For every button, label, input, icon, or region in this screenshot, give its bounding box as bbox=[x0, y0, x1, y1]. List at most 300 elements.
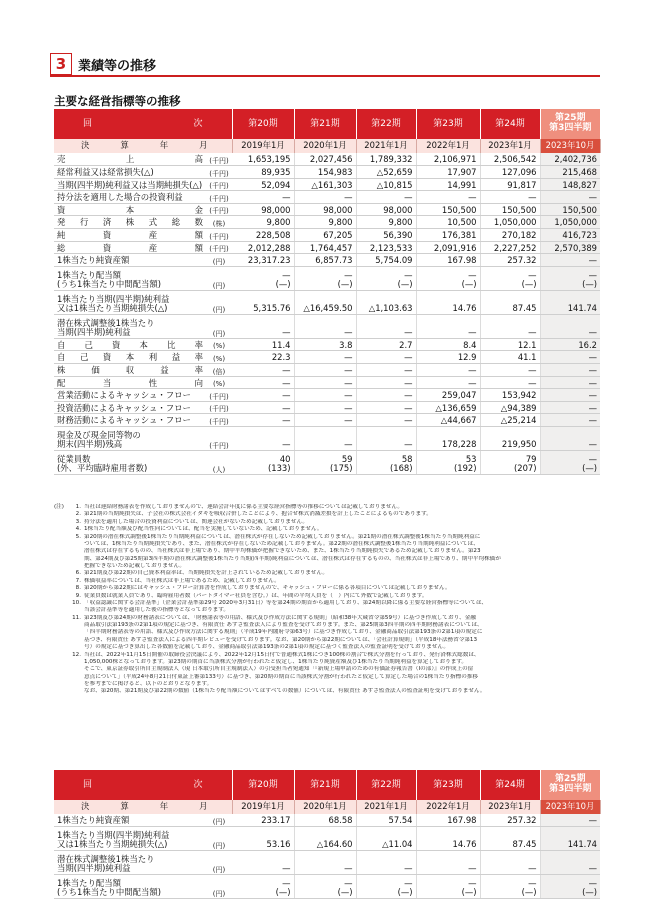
value-cell: 16.2 bbox=[540, 338, 600, 351]
table-row bbox=[54, 153, 600, 166]
row-label bbox=[54, 290, 206, 314]
note-number: 4. bbox=[75, 526, 81, 533]
value-cell: 1,050,000 bbox=[540, 216, 600, 229]
value-cell: 57.54 bbox=[356, 814, 416, 827]
note-text: 第20期の潜在株式調整後1株当たり当期純利益については、潜在株式が存在しないため記載しておりません。第21期の潜在株式調整後1株当たり当期純利益に bbox=[84, 533, 481, 540]
note-text: 当社は連結財務諸表を作成しておりませんので、連結会計年度に係る主要な経営指標等の推移については記載しておりません。 bbox=[84, 504, 403, 510]
table-row bbox=[54, 427, 600, 451]
value-line: — bbox=[404, 877, 413, 888]
value-line: (—) bbox=[397, 887, 413, 898]
note-text-cont: 意点について」（平成24年8月21日付東証上審第133号）に基づき、第20期の期首に当該株式分割が行われたと仮定して算定した場合の1株当たり指標の推移 bbox=[84, 673, 479, 680]
row-label bbox=[54, 451, 206, 475]
note-number: 12. bbox=[72, 651, 81, 658]
note-item bbox=[54, 600, 600, 607]
value-cell: 127,096 bbox=[480, 166, 540, 179]
note-text-cont: ついては、1株当たり当期純損失であり、また、潜在株式が存在しないため記載しておりません。第22期の潜在株式調整後1株当たり当期純利益については、 bbox=[84, 540, 479, 547]
note-number: 7. bbox=[75, 577, 81, 584]
row-label-line: 又は1株当たり当期純損失(△) bbox=[57, 303, 168, 314]
value-cell: 9,800 bbox=[294, 216, 356, 229]
row-label-char: 資 bbox=[102, 352, 112, 363]
fiscal-year-cell: 2022年1月 bbox=[416, 800, 480, 814]
value-cell: 11.4 bbox=[232, 338, 294, 351]
row-label-spread bbox=[57, 206, 203, 216]
row-label-spread bbox=[57, 231, 203, 241]
value-line: (—) bbox=[582, 463, 597, 474]
value-cell: △10,815 bbox=[356, 178, 416, 191]
table-row bbox=[54, 451, 600, 475]
table-row bbox=[54, 401, 600, 414]
value-cell bbox=[294, 875, 356, 899]
row-label-char: 式 bbox=[148, 217, 158, 228]
value-cell: 2,091,916 bbox=[416, 241, 480, 254]
period-header: 第20期 bbox=[232, 770, 294, 800]
value-cell: — bbox=[232, 376, 294, 389]
value-cell: 416,723 bbox=[540, 229, 600, 242]
row-label-char: 本 bbox=[139, 339, 148, 350]
value-cell: — bbox=[232, 851, 294, 875]
note-text-cont: 基づき、有限責任 あずさ監査法人による四半期レビューを受けております。なお、第20期から第22期については、「会社計算規則」（平成18年法務省令第13 bbox=[84, 636, 478, 643]
fiscal-year-cell: 2023年10月 bbox=[540, 139, 600, 153]
period-header-line: 第3四半期 bbox=[549, 784, 592, 794]
note-prefix bbox=[54, 526, 72, 533]
value-line: — bbox=[282, 269, 291, 280]
value-cell: — bbox=[540, 414, 600, 427]
row-label-line: (うち1株当たり中間配当額) bbox=[57, 279, 161, 290]
value-cell: — bbox=[232, 314, 294, 338]
value-line: (207) bbox=[513, 463, 537, 474]
fiscal-year-label-text bbox=[57, 802, 229, 812]
value-cell: — bbox=[294, 427, 356, 451]
row-label bbox=[54, 351, 206, 364]
value-line: 53 bbox=[465, 453, 477, 464]
table-row bbox=[54, 178, 600, 191]
value-cell: 12.9 bbox=[416, 351, 480, 364]
value-line: (—) bbox=[337, 279, 353, 290]
row-label bbox=[54, 241, 206, 254]
row-unit: (千円) bbox=[206, 401, 232, 414]
fiscal-year-char: 決 bbox=[81, 801, 97, 812]
row-label-char: 資 bbox=[102, 230, 112, 240]
row-label-char: 利 bbox=[148, 352, 158, 363]
row-unit: (円) bbox=[206, 314, 232, 338]
table-row bbox=[54, 266, 600, 290]
note-text: 当社は、2022年11月15日開催の取締役会決議により、2022年12月15日付で普通株式1株につき100株の割合で株式分割を行っており、発行済株式総数は、 bbox=[84, 651, 480, 658]
value-cell: — bbox=[232, 389, 294, 402]
note-prefix bbox=[54, 578, 72, 585]
value-cell: — bbox=[540, 401, 600, 414]
row-label-char: 率 bbox=[194, 364, 203, 375]
value-cell: — bbox=[294, 351, 356, 364]
value-line: 40 bbox=[279, 453, 291, 464]
value-cell bbox=[294, 451, 356, 475]
note-text-cont: を参考までに掲げると、以下のとおりとなります。 bbox=[84, 681, 213, 687]
row-unit: (%) bbox=[206, 338, 232, 351]
value-cell: △44,667 bbox=[416, 414, 480, 427]
fiscal-year-cell: 2023年1月 bbox=[480, 139, 540, 153]
value-line: — bbox=[588, 269, 597, 280]
row-label: 営業活動によるキャッシュ・フロー bbox=[54, 389, 206, 402]
value-cell: — bbox=[540, 427, 600, 451]
note-item bbox=[54, 593, 600, 600]
table-row bbox=[54, 414, 600, 427]
value-line: — bbox=[588, 877, 597, 888]
row-unit: (%) bbox=[206, 376, 232, 389]
note-number: 9. bbox=[75, 592, 81, 599]
value-cell: △11.04 bbox=[356, 827, 416, 851]
note-prefix bbox=[54, 593, 72, 600]
value-cell: 150,500 bbox=[540, 203, 600, 216]
row-label-spread bbox=[57, 155, 203, 165]
value-line: 58 bbox=[401, 453, 413, 464]
value-cell: 2,570,389 bbox=[540, 241, 600, 254]
value-cell: 87.45 bbox=[480, 290, 540, 314]
period-header: 第22期 bbox=[356, 770, 416, 800]
row-label-char: 向 bbox=[194, 377, 203, 388]
row-label bbox=[54, 153, 206, 166]
note-item bbox=[54, 534, 600, 541]
note-text: 第21期及び第22期の自己資本利益率は、当期純損失を計上されているため記載しておりません。 bbox=[84, 570, 328, 577]
value-cell: 150,500 bbox=[480, 203, 540, 216]
note-prefix bbox=[54, 519, 72, 526]
value-cell: △94,389 bbox=[480, 401, 540, 414]
table-row bbox=[54, 814, 600, 827]
fiscal-year-cell: 2022年1月 bbox=[416, 139, 480, 153]
value-line: (168) bbox=[389, 463, 413, 474]
value-cell: 215,468 bbox=[540, 166, 600, 179]
note-number: 11. bbox=[72, 614, 81, 621]
row-label-char: 額 bbox=[194, 230, 203, 240]
fiscal-year-cell: 2023年10月 bbox=[540, 800, 600, 814]
value-cell: — bbox=[356, 389, 416, 402]
value-cell: — bbox=[294, 401, 356, 414]
value-cell bbox=[480, 266, 540, 290]
fiscal-year-cell: 2023年1月 bbox=[480, 800, 540, 814]
row-label-char: 自 bbox=[57, 352, 66, 363]
value-cell: 41.1 bbox=[480, 351, 540, 364]
note-prefix bbox=[54, 615, 72, 622]
value-cell: — bbox=[480, 191, 540, 204]
row-label-char: 金 bbox=[194, 204, 203, 215]
fiscal-year-cell: 2021年1月 bbox=[356, 800, 416, 814]
value-cell: 2,123,533 bbox=[356, 241, 416, 254]
fiscal-year-char: 決 bbox=[81, 140, 97, 151]
value-cell: 2,027,456 bbox=[294, 153, 356, 166]
row-label-char: 資 bbox=[102, 242, 112, 253]
row-label: 1株当たり純資産額 bbox=[54, 254, 206, 267]
value-line: (175) bbox=[329, 463, 353, 474]
note-text: 第21期の当期純損失は、子会社の株式会社イダキを吸収合併したことにより、抱合せ株式消滅差損を計上したことによるものであります。 bbox=[84, 511, 432, 518]
period-header-line: 第25期 bbox=[554, 113, 586, 124]
value-cell: △16,459.50 bbox=[294, 290, 356, 314]
fiscal-year-cell: 2020年1月 bbox=[294, 139, 356, 153]
footnotes bbox=[54, 504, 600, 696]
value-cell: 176,381 bbox=[416, 229, 480, 242]
row-label bbox=[54, 314, 206, 338]
row-label-char: 収 bbox=[125, 364, 135, 375]
note-number: 5. bbox=[75, 533, 81, 540]
value-cell: 2.7 bbox=[356, 338, 416, 351]
period-header: 第24期 bbox=[480, 109, 540, 139]
table-row bbox=[54, 191, 600, 204]
value-cell bbox=[416, 875, 480, 899]
note-item bbox=[54, 519, 600, 526]
value-cell: 17,907 bbox=[416, 166, 480, 179]
value-cell: — bbox=[232, 191, 294, 204]
value-cell: — bbox=[540, 254, 600, 267]
row-label: 当期(四半期)純利益又は当期純損失(△) bbox=[54, 178, 206, 191]
row-label-char: 己 bbox=[79, 352, 89, 363]
value-cell: 2,227,252 bbox=[480, 241, 540, 254]
value-cell bbox=[480, 451, 540, 475]
value-cell: — bbox=[480, 376, 540, 389]
row-label-char: 益 bbox=[171, 352, 181, 363]
row-unit: (千円) bbox=[206, 191, 232, 204]
value-cell: — bbox=[416, 376, 480, 389]
value-cell bbox=[356, 451, 416, 475]
table-row bbox=[54, 203, 600, 216]
value-line: (—) bbox=[461, 887, 477, 898]
value-cell: 6,857.73 bbox=[294, 254, 356, 267]
note-text: 第20期から第22期にはキャッシュ・フロー計算書を作成しておりませんので、キャッシュ・フローに係る各項目については記載しておりません。 bbox=[84, 585, 451, 592]
section-title: 業績等の推移 bbox=[78, 58, 157, 74]
table-row bbox=[54, 827, 600, 851]
row-label bbox=[54, 376, 206, 389]
row-label-line: 当期(四半期)純利益 bbox=[57, 863, 131, 874]
row-label: 1株当たり純資産額 bbox=[54, 814, 206, 827]
value-line: — bbox=[588, 453, 597, 464]
row-label-line: 当期(四半期)純利益 bbox=[57, 327, 131, 338]
note-text-cont: 潜在株式は存在するものの、当社株式は非上場であり、期中平均株価が把握できないため、また、1株当たり当期純損失であるため記載しておりません。第23 bbox=[84, 548, 481, 555]
value-cell: 2,402,736 bbox=[540, 153, 600, 166]
row-unit: (千円) bbox=[206, 389, 232, 402]
value-cell: △25,214 bbox=[480, 414, 540, 427]
value-line: — bbox=[468, 269, 477, 280]
value-cell: △136,659 bbox=[416, 401, 480, 414]
row-unit: (千円) bbox=[206, 427, 232, 451]
table-row bbox=[54, 229, 600, 242]
note-item bbox=[54, 578, 600, 585]
value-cell: — bbox=[540, 364, 600, 377]
row-label-spread bbox=[57, 353, 203, 363]
financial-indicators-table bbox=[54, 109, 601, 475]
table-row bbox=[54, 338, 600, 351]
row-label-line: 現金及び現金同等物の bbox=[57, 429, 141, 440]
row-label: 経常利益又は経常損失(△) bbox=[54, 166, 206, 179]
value-cell: 228,508 bbox=[232, 229, 294, 242]
row-label-spread bbox=[57, 244, 203, 254]
note-item bbox=[54, 570, 600, 577]
table-row bbox=[54, 875, 600, 899]
row-label-line: (うち1株当たり中間配当額) bbox=[57, 887, 161, 898]
fiscal-year-cell: 2019年1月 bbox=[232, 800, 294, 814]
row-unit: (千円) bbox=[206, 241, 232, 254]
table-row bbox=[54, 351, 600, 364]
note-text-cont: 「四半期財務諸表等の用語、様式及び作成方法に関する規則」（平成19年内閣府令第63号）に基づき作成しており、金融商品取引法第193条の2第1項の規定に bbox=[84, 629, 483, 636]
period-header: 第21期 bbox=[294, 770, 356, 800]
period-header: 第24期 bbox=[480, 770, 540, 800]
fiscal-year-char: 月 bbox=[199, 801, 215, 812]
value-cell bbox=[356, 875, 416, 899]
section-header bbox=[50, 53, 600, 77]
row-unit: (千円) bbox=[206, 414, 232, 427]
row-label-char: 上 bbox=[125, 154, 135, 165]
row-label bbox=[54, 851, 206, 875]
row-label-char: 率 bbox=[194, 339, 203, 350]
row-label-line: 潜在株式調整後1株当たり bbox=[57, 853, 155, 864]
note-item bbox=[54, 504, 600, 511]
note-number: 8. bbox=[75, 585, 81, 592]
value-cell: — bbox=[232, 364, 294, 377]
value-cell: 9,800 bbox=[356, 216, 416, 229]
table-row bbox=[54, 216, 600, 229]
note-number: 1. bbox=[75, 504, 81, 510]
value-cell: △1,103.63 bbox=[356, 290, 416, 314]
row-label-char: 発 bbox=[57, 217, 66, 228]
value-cell: 178,228 bbox=[416, 427, 480, 451]
row-label-char: 配 bbox=[57, 377, 66, 388]
note-prefix: (注) bbox=[54, 504, 64, 510]
value-cell: 98,000 bbox=[232, 203, 294, 216]
note-number: 6. bbox=[75, 570, 81, 577]
value-cell: — bbox=[416, 364, 480, 377]
fiscal-year-cell: 2021年1月 bbox=[356, 139, 416, 153]
period-header-line: 第25期 bbox=[554, 774, 586, 785]
row-label: 投資活動によるキャッシュ・フロー bbox=[54, 401, 206, 414]
row-label: 財務活動によるキャッシュ・フロー bbox=[54, 414, 206, 427]
value-cell: 67,205 bbox=[294, 229, 356, 242]
value-cell: — bbox=[480, 364, 540, 377]
row-unit: (倍) bbox=[206, 364, 232, 377]
value-cell: — bbox=[356, 401, 416, 414]
value-cell: △161,303 bbox=[294, 178, 356, 191]
value-cell: — bbox=[294, 376, 356, 389]
row-label-char: 純 bbox=[57, 230, 66, 240]
value-cell: — bbox=[356, 376, 416, 389]
value-line: — bbox=[344, 269, 353, 280]
value-line: (133) bbox=[267, 463, 291, 474]
row-label-char: 産 bbox=[148, 242, 158, 253]
table-row bbox=[54, 376, 600, 389]
value-line: (—) bbox=[461, 279, 477, 290]
value-cell: 167.98 bbox=[416, 814, 480, 827]
row-label bbox=[54, 216, 206, 229]
note-text-cont: 期、第24期及び第25期第3四半期の潜在株式調整後1株当たり当期(四半期)純利益については、潜在株式は存在するものの、当社株式は非上場であり、期中平均株価が bbox=[84, 555, 501, 562]
value-cell: — bbox=[356, 351, 416, 364]
table-row bbox=[54, 290, 600, 314]
row-unit: (%) bbox=[206, 351, 232, 364]
value-cell: 3.8 bbox=[294, 338, 356, 351]
row-label-line: 1株当たり当期(四半期)純利益 bbox=[57, 829, 170, 840]
period-label-cell bbox=[54, 109, 232, 139]
value-cell: — bbox=[294, 314, 356, 338]
period-header: 第22期 bbox=[356, 109, 416, 139]
value-cell: 1,789,332 bbox=[356, 153, 416, 166]
row-label-spread bbox=[57, 379, 203, 389]
note-item bbox=[54, 615, 600, 622]
value-line: (—) bbox=[275, 279, 291, 290]
value-cell: △52,659 bbox=[356, 166, 416, 179]
row-unit: (千円) bbox=[206, 203, 232, 216]
period-header-current bbox=[540, 770, 600, 800]
fiscal-year-label bbox=[54, 139, 232, 153]
value-cell: — bbox=[540, 814, 600, 827]
period-label bbox=[57, 119, 229, 129]
row-label bbox=[54, 229, 206, 242]
value-cell: 10,500 bbox=[416, 216, 480, 229]
note-text-cont: なお、第20期、第21期及び第22期の数値（1株当たり配当額についてはすべての数値）については、有限責任 あずさ監査法人の監査証明を受けておりません。 bbox=[84, 688, 486, 695]
row-label-line: 又は1株当たり当期純損失(△) bbox=[57, 839, 168, 850]
value-cell: △164.60 bbox=[294, 827, 356, 851]
row-label-char: 売 bbox=[57, 154, 66, 165]
value-cell: 22.3 bbox=[232, 351, 294, 364]
value-cell: — bbox=[232, 427, 294, 451]
note-prefix bbox=[54, 570, 72, 577]
period-label-char: 回 bbox=[83, 779, 93, 790]
row-label-char: 自 bbox=[57, 339, 66, 350]
row-unit: (円) bbox=[206, 266, 232, 290]
note-prefix bbox=[54, 585, 72, 592]
fiscal-year-char: 月 bbox=[199, 140, 215, 151]
value-cell bbox=[416, 266, 480, 290]
note-prefix bbox=[54, 600, 72, 607]
value-cell: 233.17 bbox=[232, 814, 294, 827]
value-cell: — bbox=[356, 427, 416, 451]
value-cell: — bbox=[540, 851, 600, 875]
value-cell: 150,500 bbox=[416, 203, 480, 216]
row-unit: (株) bbox=[206, 216, 232, 229]
note-number: 3. bbox=[75, 518, 81, 525]
period-header: 第23期 bbox=[416, 109, 480, 139]
value-line: — bbox=[282, 877, 291, 888]
value-cell: 259,047 bbox=[416, 389, 480, 402]
value-cell: — bbox=[416, 191, 480, 204]
note-number: 2. bbox=[75, 511, 81, 518]
row-unit: (円) bbox=[206, 851, 232, 875]
row-unit: (人) bbox=[206, 451, 232, 475]
row-label-spread bbox=[57, 341, 203, 351]
row-unit: (円) bbox=[206, 875, 232, 899]
row-unit: (千円) bbox=[206, 166, 232, 179]
value-cell: — bbox=[294, 191, 356, 204]
value-cell: — bbox=[356, 851, 416, 875]
value-line: — bbox=[468, 877, 477, 888]
row-label-char: 数 bbox=[194, 217, 203, 228]
value-cell: 89,935 bbox=[232, 166, 294, 179]
row-label-line: 1株当たり配当額 bbox=[57, 269, 121, 280]
value-line: (192) bbox=[453, 463, 477, 474]
row-label-spread bbox=[57, 218, 203, 228]
value-cell: 14,991 bbox=[416, 178, 480, 191]
row-label-char: 株 bbox=[57, 364, 66, 375]
row-label-line: 期末(四半期)残高 bbox=[57, 439, 123, 450]
value-cell: — bbox=[480, 851, 540, 875]
period-header: 第21期 bbox=[294, 109, 356, 139]
period-header-current bbox=[540, 109, 600, 139]
table-row bbox=[54, 241, 600, 254]
value-cell: — bbox=[232, 414, 294, 427]
per-share-indicators-table bbox=[54, 770, 601, 899]
note-text-cont: 1,050,000株となっております。第23期の期首に当該株式分割が行われたと仮定し、1株当たり純資産額及び1株当たり当期純利益を算定しております。 bbox=[84, 658, 468, 665]
fiscal-year-cell: 2020年1月 bbox=[294, 800, 356, 814]
period-header: 第23期 bbox=[416, 770, 480, 800]
row-label-char: 益 bbox=[160, 364, 169, 375]
fiscal-year-label bbox=[54, 800, 232, 814]
table-row bbox=[54, 389, 600, 402]
note-prefix bbox=[54, 511, 72, 518]
section-number: 3 bbox=[50, 53, 72, 75]
value-cell: — bbox=[294, 851, 356, 875]
value-cell: — bbox=[540, 376, 600, 389]
